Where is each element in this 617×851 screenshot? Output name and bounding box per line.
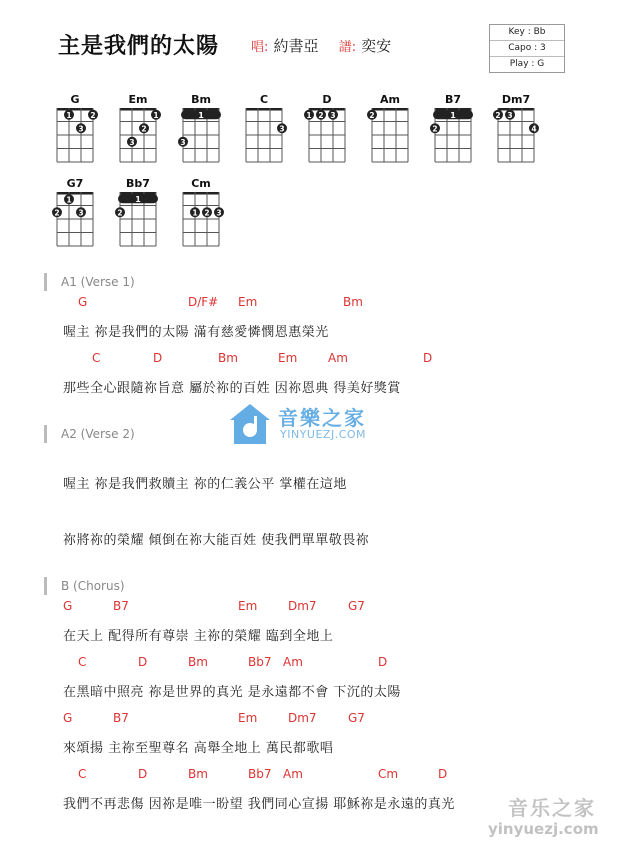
chord-symbol: G <box>78 295 88 309</box>
section-label-a1: A1 (Verse 1) <box>44 273 135 291</box>
chord-row <box>0 711 617 727</box>
chord-symbol: D <box>423 351 433 365</box>
fretboard-grid <box>118 106 160 166</box>
house-logo-icon <box>228 402 272 446</box>
chord-symbol: Bm <box>343 295 363 309</box>
lyric-line: 在天上 配得所有尊崇 主祢的榮耀 臨到全地上 <box>63 629 334 644</box>
center-watermark <box>228 400 398 448</box>
svg-text:1: 1 <box>135 194 141 204</box>
lyric-line: 那些全心跟隨祢旨意 屬於祢的百姓 因祢恩典 得美好獎賞 <box>63 381 401 396</box>
chord-symbol: Am <box>328 351 348 365</box>
chord-name: Em <box>128 93 148 106</box>
fretboard-grid <box>55 190 97 250</box>
svg-text:3: 3 <box>78 208 84 218</box>
credits <box>251 35 391 56</box>
singer-label: 唱: <box>251 40 269 55</box>
svg-text:1: 1 <box>192 208 198 218</box>
chord-symbol: B7 <box>113 599 129 613</box>
chord-name: Am <box>380 93 400 106</box>
watermark-title: 音樂之家 <box>278 406 366 430</box>
svg-text:1: 1 <box>153 110 159 120</box>
chord-symbol: G7 <box>348 711 365 725</box>
arranger-label: 譜: <box>338 40 357 55</box>
svg-text:2: 2 <box>54 208 60 218</box>
chord-symbol: Em <box>238 711 258 725</box>
chord-name: Bm <box>191 93 211 106</box>
svg-text:1: 1 <box>198 110 204 120</box>
lyric-line: 我們不再悲傷 因祢是唯一盼望 我們同心宣揚 耶穌祢是永遠的真光 <box>63 797 455 812</box>
chord-row <box>0 295 617 311</box>
chord-symbol: Em <box>238 599 258 613</box>
chord-symbol: G <box>63 599 73 613</box>
fretboard-grid <box>181 190 223 250</box>
chord-symbol: D <box>438 767 448 781</box>
chord-name: Cm <box>191 177 211 190</box>
chord-name: Dm7 <box>501 93 531 106</box>
chord-symbol: C <box>92 351 101 365</box>
chord-row <box>0 655 617 671</box>
svg-text:2: 2 <box>90 110 96 120</box>
svg-text:2: 2 <box>369 110 375 120</box>
song-title: 主是我們的太陽 <box>58 34 220 59</box>
chord-symbol: B7 <box>113 711 129 725</box>
svg-text:2: 2 <box>432 124 438 134</box>
lyric-line: 來頌揚 主祢至聖尊名 高舉全地上 萬民都歌唱 <box>63 741 334 756</box>
svg-text:3: 3 <box>180 137 186 147</box>
chord-row <box>0 351 617 367</box>
key-value: Key : Bb <box>508 27 546 37</box>
corner-watermark <box>470 792 610 848</box>
chord-symbol: C <box>78 655 87 669</box>
chord-symbol: Dm7 <box>288 711 317 725</box>
svg-text:3: 3 <box>129 137 135 147</box>
chord-row <box>0 599 617 615</box>
svg-text:3: 3 <box>78 124 84 134</box>
chord-symbol: Bm <box>188 767 208 781</box>
svg-text:1: 1 <box>306 110 312 120</box>
lyric-line: 祢將祢的榮耀 傾倒在祢大能百姓 使我們單單敬畏祢 <box>63 533 370 548</box>
chord-name: D <box>322 93 332 106</box>
chord-name: C <box>259 93 269 106</box>
fretboard-grid <box>118 190 160 250</box>
chord-name: G7 <box>66 177 84 190</box>
corner-watermark-url: yinyuezj.com <box>488 820 599 838</box>
svg-text:3: 3 <box>279 124 285 134</box>
chord-symbol: C <box>78 767 87 781</box>
chord-name: Bb7 <box>126 177 150 190</box>
watermark-url: YINYUEZJ.COM <box>280 428 367 441</box>
svg-text:1: 1 <box>66 110 72 120</box>
fretboard-grid <box>370 106 412 166</box>
svg-text:3: 3 <box>507 110 513 120</box>
chord-symbol: Em <box>278 351 298 365</box>
svg-text:3: 3 <box>216 208 222 218</box>
key-info-box <box>489 24 565 73</box>
chord-symbol: Bm <box>218 351 238 365</box>
chord-symbol: D/F# <box>188 295 219 309</box>
chord-symbol: Bb7 <box>248 655 272 669</box>
svg-text:1: 1 <box>66 195 72 205</box>
chord-symbol: Bb7 <box>248 767 272 781</box>
fretboard-grid <box>244 106 286 166</box>
chord-symbol: Am <box>283 655 303 669</box>
chord-name: G <box>70 93 80 106</box>
fretboard-grid <box>307 106 349 166</box>
chord-symbol: Em <box>238 295 258 309</box>
chord-symbol: Cm <box>378 767 399 781</box>
arranger-name: 奕安 <box>361 37 392 55</box>
chord-symbol: D <box>153 351 163 365</box>
chord-symbol: D <box>138 655 148 669</box>
svg-text:3: 3 <box>330 110 336 120</box>
corner-watermark-title: 音乐之家 <box>508 796 596 820</box>
svg-text:4: 4 <box>531 124 537 134</box>
svg-text:1: 1 <box>450 110 456 120</box>
chord-symbol: D <box>138 767 148 781</box>
chord-row <box>0 767 617 783</box>
svg-text:2: 2 <box>117 208 123 218</box>
lyric-line: 喔主 祢是我們救贖主 祢的仁義公平 掌權在這地 <box>63 477 347 492</box>
chord-symbol: Bm <box>188 655 208 669</box>
chord-name: B7 <box>444 93 462 106</box>
svg-text:2: 2 <box>204 208 210 218</box>
chord-symbol: Am <box>283 767 303 781</box>
lyric-line: 在黑暗中照亮 祢是世界的真光 是永遠都不會 下沉的太陽 <box>63 685 401 700</box>
fretboard-grid <box>181 106 223 166</box>
section-label-chorus: B (Chorus) <box>44 577 125 595</box>
fretboard-grid <box>496 106 538 166</box>
chord-symbol: G7 <box>348 599 365 613</box>
capo-value: Capo : 3 <box>490 40 564 56</box>
lyric-line: 喔主 祢是我們的太陽 滿有慈愛憐憫恩惠榮光 <box>63 325 329 340</box>
svg-text:2: 2 <box>495 110 501 120</box>
fretboard-grid <box>433 106 475 166</box>
section-label-a2: A2 (Verse 2) <box>44 425 135 443</box>
chord-symbol: G <box>63 711 73 725</box>
singer-name: 約書亞 <box>273 37 319 55</box>
svg-text:2: 2 <box>318 110 324 120</box>
chord-symbol: D <box>378 655 388 669</box>
fretboard-grid <box>55 106 97 166</box>
svg-text:2: 2 <box>141 124 147 134</box>
chord-symbol: Dm7 <box>288 599 317 613</box>
play-value: Play : G <box>490 56 564 72</box>
